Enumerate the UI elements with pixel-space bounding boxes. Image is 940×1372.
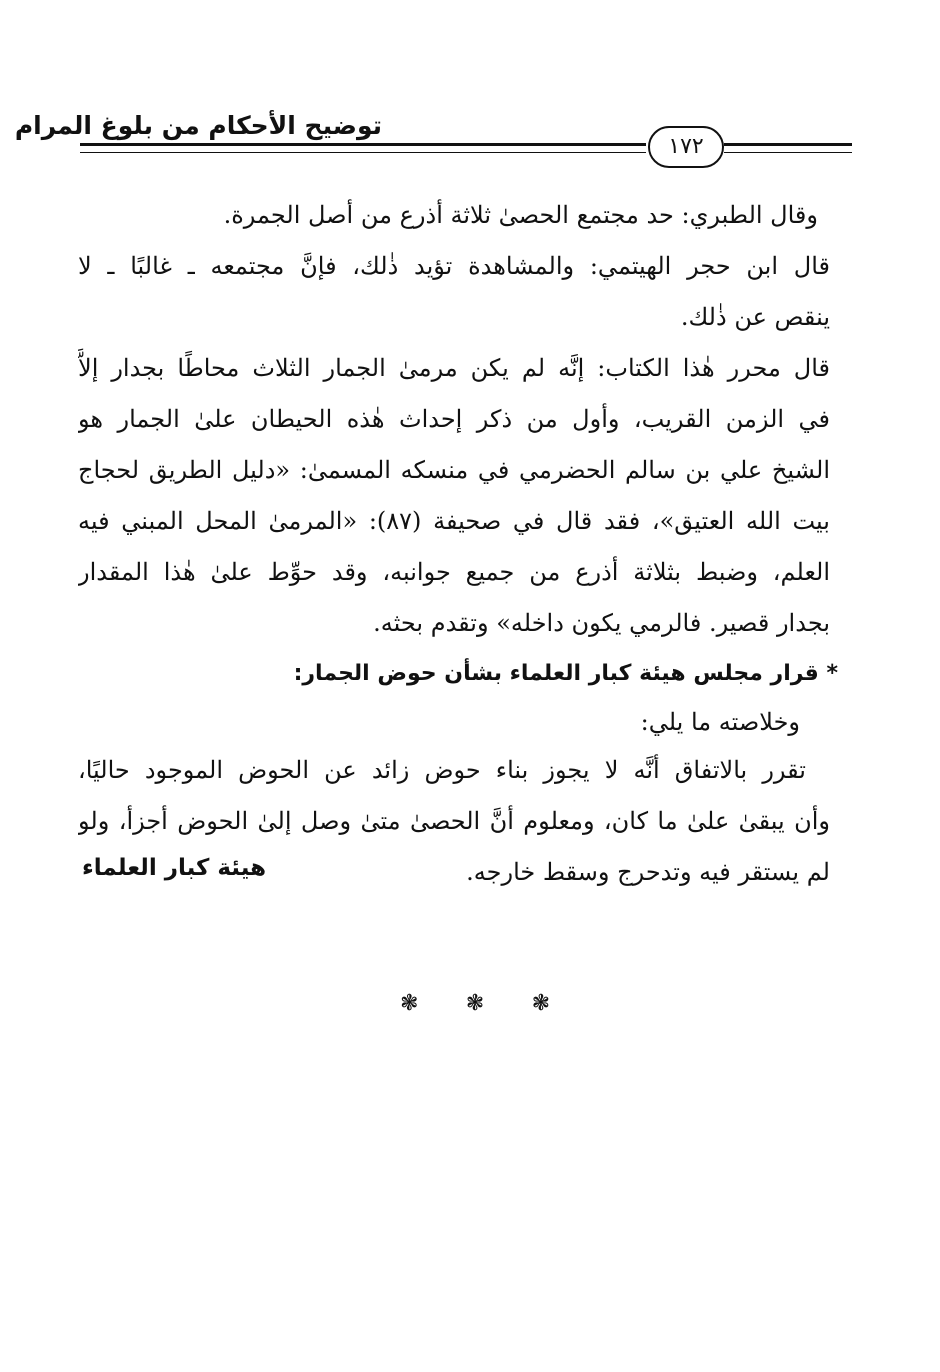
signature-line: هيئة كبار العلماء (82, 855, 267, 881)
text-line: قال محرر هٰذا الكتاب: إنَّه لم يكن مرمىٰ الجمار الثلاث محاطًا بجدار إلاَّ (78, 354, 830, 382)
paragraph-editor-note (78, 343, 830, 649)
text-line: تقرر بالاتفاق أنَّه لا يجوز بناء حوض زائد عن الحوض الموجود حاليًا، (78, 756, 806, 784)
header-rule-left-thin (80, 152, 646, 153)
section-heading: * قرار مجلس هيئة كبار العلماء بشأن حوض الجمار: (293, 661, 838, 686)
main-text (78, 190, 838, 898)
text-line: ينقص عن ذٰلك. (680, 303, 830, 331)
paragraph-tabari (78, 190, 830, 241)
header-rule-right-thick (724, 143, 852, 146)
paragraph-ibn-hajar (78, 241, 830, 343)
asterism-icon: ❃ (400, 990, 419, 1016)
text-line: في الزمن القريب، وأول من ذكر إحداث هٰذه الحيطان علىٰ الجمار هو (78, 405, 830, 433)
text-line: وأن يبقىٰ علىٰ ما كان، ومعلوم أنَّ الحصىٰ متىٰ وصل إلىٰ الحوض أجزأ، ولو (78, 807, 830, 835)
text-line: بيت الله العتيق»، فقد قال في صحيفة (٨٧): «المرمىٰ المحل المبني فيه (78, 507, 830, 535)
text-line: وقال الطبري: حد مجتمع الحصىٰ ثلاثة أذرع من أصل الجمرة. (223, 201, 818, 229)
header-rule-left-thick (80, 143, 646, 146)
header-rule-right-thin (724, 152, 852, 153)
text-line: العلم، وضبط بثلاثة أذرع من جميع جوانبه، وقد حوِّط علىٰ هٰذا المقدار (78, 558, 830, 586)
text-line: الشيخ علي بن سالم الحضرمي في منسكه المسمىٰ: «دليل الطريق لحجاج (78, 456, 830, 484)
text-line: وخلاصته ما يلي: (640, 708, 800, 736)
section-separator (400, 985, 550, 1021)
page-number: ١٧٢ (648, 126, 724, 168)
asterism-icon: ❃ (531, 990, 550, 1016)
text-line: قال ابن حجر الهيتمي: والمشاهدة تؤيد ذٰلك، فإنَّ مجتمعه ـ غالبًا ـ لا (78, 252, 830, 280)
asterism-icon: ❃ (465, 990, 485, 1016)
paragraph-summary-intro (78, 699, 830, 745)
text-line: لم يستقر فيه وتدحرج وسقط خارجه. (466, 858, 830, 886)
running-header-title: توضيح الأحكام من بلوغ المرام (14, 111, 382, 140)
text-line: بجدار قصير. فالرمي يكون داخله» وتقدم بحثه. (373, 609, 830, 637)
